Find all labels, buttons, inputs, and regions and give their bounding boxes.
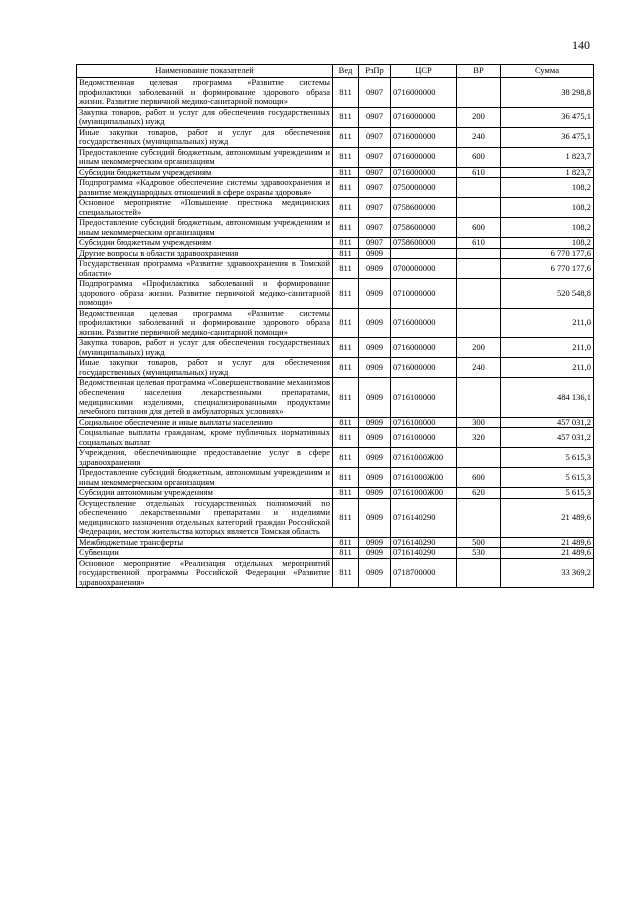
row-csr: 0716000000 [391, 107, 457, 127]
row-csr: 0710000000 [391, 279, 457, 309]
table-body [77, 78, 594, 588]
row-rzpr: 0909 [359, 498, 391, 537]
table-row [77, 417, 594, 428]
row-vr: 600 [457, 218, 501, 238]
row-name: Субсидии бюджетным учреждениям [77, 167, 333, 178]
row-name: Подпрограмма «Профилактика заболеваний и формирование здорового образа жизни. Развитие первичной медико-санитарной помощи» [77, 279, 333, 309]
row-ved: 811 [333, 537, 359, 548]
row-sum: 211,0 [501, 308, 594, 338]
row-ved: 811 [333, 558, 359, 588]
row-name: Основное мероприятие «Повышение престижа медицинских специальностей» [77, 198, 333, 218]
row-name: Подпрограмма «Кадровое обеспечение системы здравоохранения и развитие международных отношений в сфере охраны здоровья» [77, 178, 333, 198]
row-ved: 811 [333, 218, 359, 238]
table-row [77, 198, 594, 218]
row-rzpr: 0907 [359, 127, 391, 147]
header-rzpr: РзПр [359, 65, 391, 78]
row-sum: 36 475,1 [501, 127, 594, 147]
row-ved: 811 [333, 498, 359, 537]
row-rzpr: 0909 [359, 259, 391, 279]
row-csr: 0716100000 [391, 417, 457, 428]
table-row [77, 167, 594, 178]
row-sum: 38 298,8 [501, 78, 594, 108]
row-ved: 811 [333, 238, 359, 249]
row-csr: 07161000Ж00 [391, 448, 457, 468]
row-sum: 6 770 177,6 [501, 248, 594, 259]
row-vr [457, 198, 501, 218]
row-rzpr: 0907 [359, 178, 391, 198]
row-name: Межбюджетные трансферты [77, 537, 333, 548]
row-vr [457, 448, 501, 468]
row-ved: 811 [333, 198, 359, 218]
row-name: Основное мероприятие «Реализация отдельных мероприятий государственной программы Российской Федерации «Развитие здравоохранения» [77, 558, 333, 588]
row-sum: 108,2 [501, 218, 594, 238]
table-row [77, 78, 594, 108]
header-sum: Сумма [501, 65, 594, 78]
row-name: Субсидии автономным учреждениям [77, 488, 333, 499]
row-vr: 610 [457, 167, 501, 178]
row-vr: 200 [457, 338, 501, 358]
row-name: Иные закупки товаров, работ и услуг для обеспечения государственных (муниципальных) нужд [77, 127, 333, 147]
row-vr [457, 248, 501, 259]
row-csr: 0716000000 [391, 78, 457, 108]
row-vr [457, 558, 501, 588]
row-ved: 811 [333, 107, 359, 127]
row-rzpr: 0909 [359, 279, 391, 309]
row-ved: 811 [333, 428, 359, 448]
row-csr: 0716000000 [391, 358, 457, 378]
row-sum: 21 489,6 [501, 537, 594, 548]
row-csr: 0716000000 [391, 338, 457, 358]
table-row [77, 308, 594, 338]
row-rzpr: 0909 [359, 448, 391, 468]
row-vr [457, 178, 501, 198]
row-sum: 211,0 [501, 338, 594, 358]
row-csr: 0718700000 [391, 558, 457, 588]
row-vr: 320 [457, 428, 501, 448]
row-rzpr: 0907 [359, 107, 391, 127]
row-name: Закупка товаров, работ и услуг для обеспечения государственных (муниципальных) нужд [77, 338, 333, 358]
header-csr: ЦСР [391, 65, 457, 78]
row-sum: 21 489,6 [501, 498, 594, 537]
row-vr: 240 [457, 127, 501, 147]
header-name: Наименование показателей [77, 65, 333, 78]
row-ved: 811 [333, 308, 359, 338]
table-row [77, 468, 594, 488]
row-rzpr: 0907 [359, 218, 391, 238]
row-csr: 0716100000 [391, 428, 457, 448]
row-name: Субсидии бюджетным учреждениям [77, 238, 333, 249]
row-rzpr: 0909 [359, 308, 391, 338]
row-csr: 0758600000 [391, 198, 457, 218]
row-vr [457, 498, 501, 537]
row-sum: 1 823,7 [501, 167, 594, 178]
row-ved: 811 [333, 259, 359, 279]
row-name: Социальные выплаты гражданам, кроме публичных нормативных социальных выплат [77, 428, 333, 448]
header-vr: ВР [457, 65, 501, 78]
row-vr [457, 259, 501, 279]
row-sum: 1 823,7 [501, 147, 594, 167]
row-ved: 811 [333, 358, 359, 378]
row-vr [457, 378, 501, 417]
row-rzpr: 0909 [359, 378, 391, 417]
row-rzpr: 0907 [359, 167, 391, 178]
page-number: 140 [572, 38, 590, 52]
row-sum: 211,0 [501, 358, 594, 378]
row-vr: 500 [457, 537, 501, 548]
row-csr: 0716140290 [391, 498, 457, 537]
row-rzpr: 0909 [359, 417, 391, 428]
table-row [77, 127, 594, 147]
row-csr: 0716000000 [391, 167, 457, 178]
table-row [77, 248, 594, 259]
table-row [77, 279, 594, 309]
row-rzpr: 0909 [359, 548, 391, 559]
row-name: Другие вопросы в области здравоохранения [77, 248, 333, 259]
row-rzpr: 0907 [359, 147, 391, 167]
row-ved: 811 [333, 127, 359, 147]
row-vr: 600 [457, 147, 501, 167]
row-name: Социальное обеспечение и иные выплаты населению [77, 417, 333, 428]
row-csr: 0716000000 [391, 308, 457, 338]
row-name: Ведомственная целевая программа «Развитие системы профилактики заболеваний и формирование здорового образа жизни. Развитие первичной медико-санитарной помощи» [77, 308, 333, 338]
row-name: Предоставление субсидий бюджетным, автономным учреждениям и иным некоммерческим организациям [77, 147, 333, 167]
table-row [77, 218, 594, 238]
table-row [77, 259, 594, 279]
row-rzpr: 0907 [359, 198, 391, 218]
row-csr: 0716000000 [391, 127, 457, 147]
row-sum: 108,2 [501, 238, 594, 249]
row-ved: 811 [333, 468, 359, 488]
row-csr: 0716100000 [391, 378, 457, 417]
row-csr: 0758600000 [391, 238, 457, 249]
row-csr: 07161000Ж00 [391, 488, 457, 499]
row-vr: 600 [457, 468, 501, 488]
row-ved: 811 [333, 417, 359, 428]
row-ved: 811 [333, 448, 359, 468]
table-row [77, 338, 594, 358]
row-sum: 5 615,3 [501, 448, 594, 468]
row-sum: 5 615,3 [501, 488, 594, 499]
row-rzpr: 0909 [359, 558, 391, 588]
row-rzpr: 0909 [359, 488, 391, 499]
row-rzpr: 0907 [359, 238, 391, 249]
table-header-row [77, 65, 594, 78]
row-name: Государственная программа «Развитие здравоохранения в Томской области» [77, 259, 333, 279]
row-ved: 811 [333, 488, 359, 499]
row-csr: 0758600000 [391, 218, 457, 238]
table-row [77, 238, 594, 249]
row-vr: 240 [457, 358, 501, 378]
row-sum: 457 031,2 [501, 417, 594, 428]
row-name: Ведомственная целевая программа «Совершенствование механизмов обеспечения населения лекарственными препаратами, медицинскими изделиями, специализированными продуктами лечебного питания для детей в амбулаторных условиях» [77, 378, 333, 417]
row-ved: 811 [333, 338, 359, 358]
row-name: Предоставление субсидий бюджетным, автономным учреждениям и иным некоммерческим организациям [77, 218, 333, 238]
row-vr: 620 [457, 488, 501, 499]
row-rzpr: 0907 [359, 78, 391, 108]
table-row [77, 448, 594, 468]
row-csr [391, 248, 457, 259]
row-ved: 811 [333, 248, 359, 259]
row-rzpr: 0909 [359, 537, 391, 548]
table-row [77, 498, 594, 537]
row-ved: 811 [333, 548, 359, 559]
table-row [77, 107, 594, 127]
row-sum: 484 136,1 [501, 378, 594, 417]
row-name: Осуществление отдельных государственных полномочий по обеспечению лекарственными препаратами и изделиями медицинского назначения отдельных категорий граждан Российской Федерации, местом жительства которых является Томская область [77, 498, 333, 537]
row-csr: 07161000Ж00 [391, 468, 457, 488]
row-sum: 5 615,3 [501, 468, 594, 488]
row-csr: 0750000000 [391, 178, 457, 198]
row-name: Субвенции [77, 548, 333, 559]
table-row [77, 488, 594, 499]
row-vr: 530 [457, 548, 501, 559]
row-name: Закупка товаров, работ и услуг для обеспечения государственных (муниципальных) нужд [77, 107, 333, 127]
row-sum: 33 369,2 [501, 558, 594, 588]
row-sum: 108,2 [501, 178, 594, 198]
row-csr: 0716000000 [391, 147, 457, 167]
row-sum: 36 475,1 [501, 107, 594, 127]
row-sum: 520 548,8 [501, 279, 594, 309]
row-name: Иные закупки товаров, работ и услуг для обеспечения государственных (муниципальных) нужд [77, 358, 333, 378]
row-ved: 811 [333, 78, 359, 108]
row-vr: 200 [457, 107, 501, 127]
row-sum: 21 489,6 [501, 548, 594, 559]
row-sum: 457 031,2 [501, 428, 594, 448]
table-row [77, 358, 594, 378]
row-ved: 811 [333, 178, 359, 198]
row-csr: 0716140290 [391, 548, 457, 559]
row-rzpr: 0909 [359, 358, 391, 378]
table-row [77, 537, 594, 548]
row-ved: 811 [333, 167, 359, 178]
table-row [77, 548, 594, 559]
row-vr [457, 78, 501, 108]
row-vr: 610 [457, 238, 501, 249]
table-row [77, 147, 594, 167]
row-ved: 811 [333, 378, 359, 417]
table-row [77, 178, 594, 198]
row-vr [457, 308, 501, 338]
row-csr: 0700000000 [391, 259, 457, 279]
row-ved: 811 [333, 147, 359, 167]
table-row [77, 378, 594, 417]
header-ved: Вед [333, 65, 359, 78]
row-vr: 300 [457, 417, 501, 428]
budget-table [76, 64, 594, 588]
table-row [77, 558, 594, 588]
row-rzpr: 0909 [359, 338, 391, 358]
row-name: Предоставление субсидий бюджетным, автономным учреждениям и иным некоммерческим организациям [77, 468, 333, 488]
row-rzpr: 0909 [359, 248, 391, 259]
row-rzpr: 0909 [359, 428, 391, 448]
row-csr: 0716140290 [391, 537, 457, 548]
row-ved: 811 [333, 279, 359, 309]
row-rzpr: 0909 [359, 468, 391, 488]
row-name: Ведомственная целевая программа «Развитие системы профилактики заболеваний и формирование здорового образа жизни. Развитие первичной медико-санитарной помощи» [77, 78, 333, 108]
row-sum: 6 770 177,6 [501, 259, 594, 279]
row-vr [457, 279, 501, 309]
row-name: Учреждения, обеспечивающие предоставление услуг в сфере здравоохранения [77, 448, 333, 468]
row-sum: 108,2 [501, 198, 594, 218]
table-row [77, 428, 594, 448]
